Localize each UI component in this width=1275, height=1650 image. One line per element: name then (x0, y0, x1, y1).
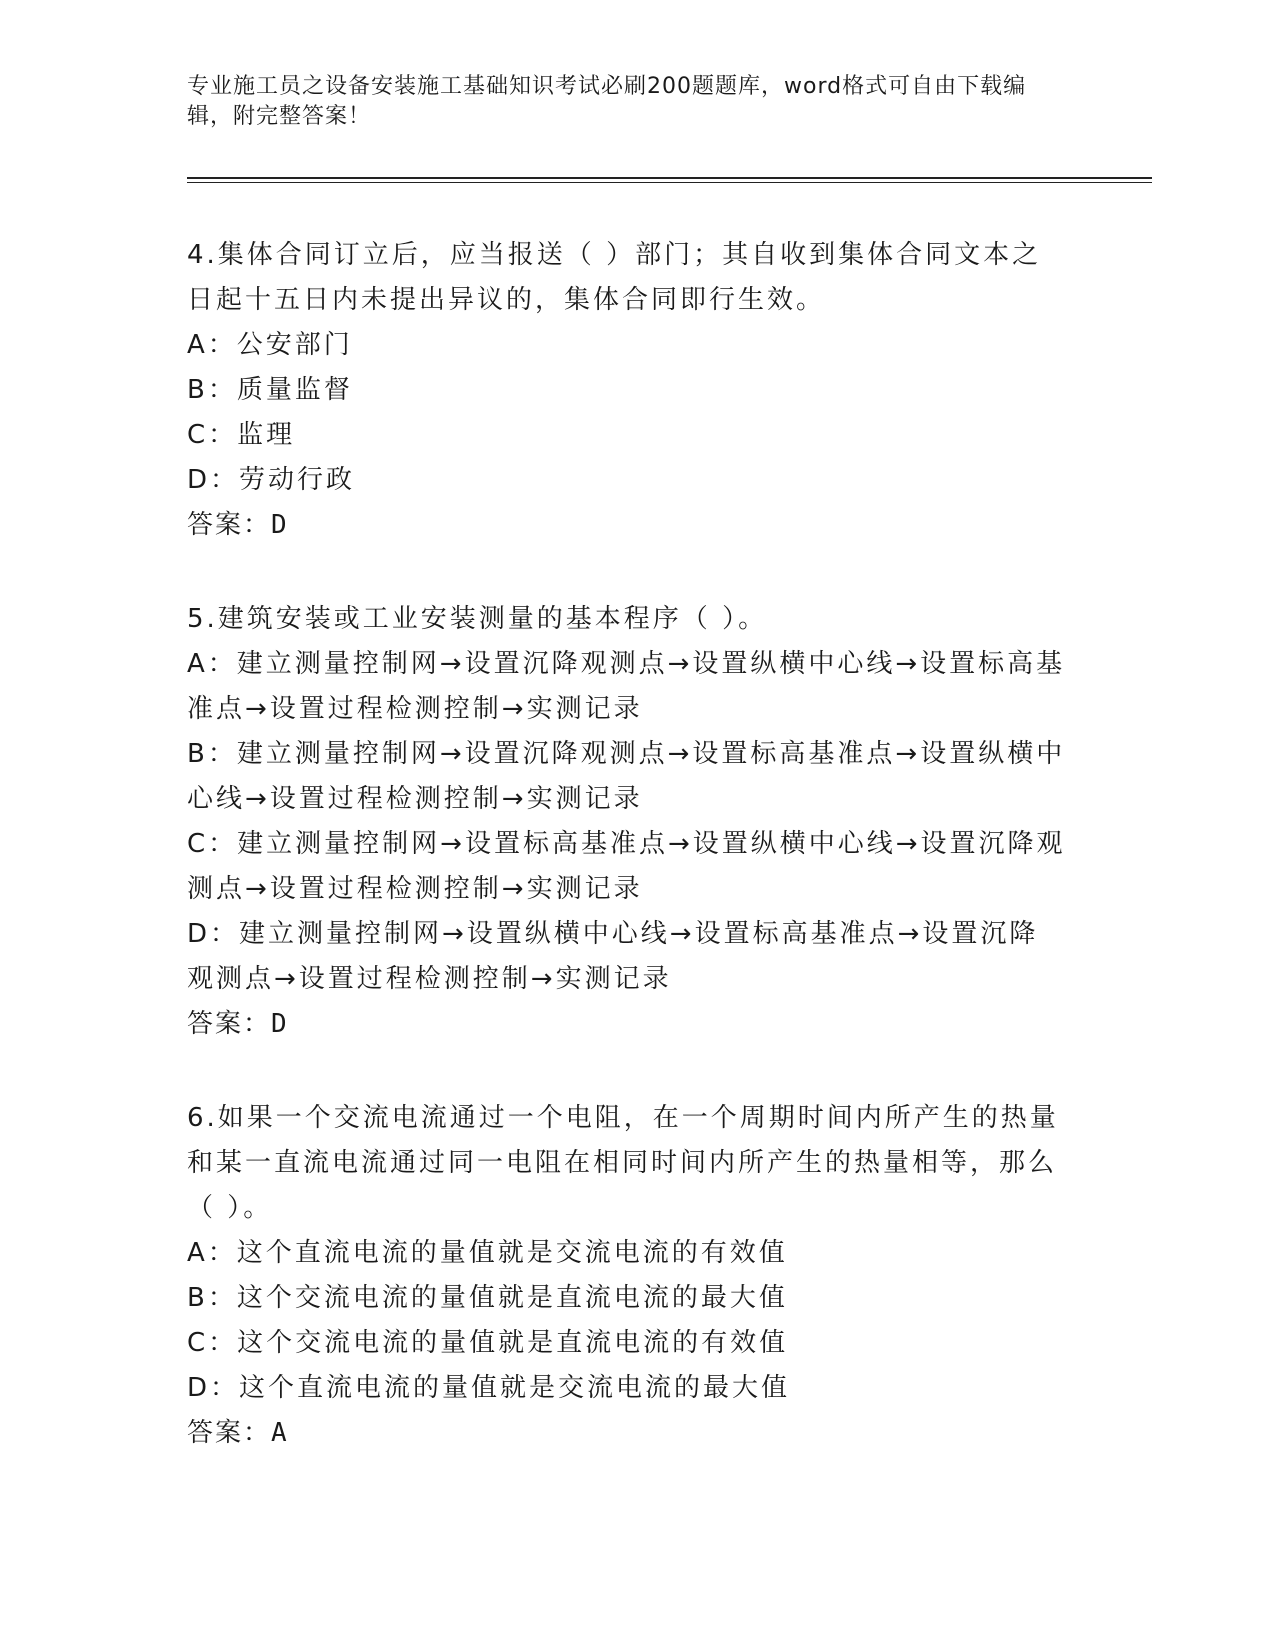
answer-line (187, 1411, 1067, 1456)
option-c: C：建立测量控制网→设置标高基准点→设置纵横中心线→设置沉降观测点→设置过程检测控制→实测记录 (187, 829, 1066, 904)
answer-label: 答案： (187, 510, 272, 540)
option-a: A：建立测量控制网→设置沉降观测点→设置纵横中心线→设置标高基准点→设置过程检测控制→实测记录 (187, 649, 1066, 724)
option-d: D：建立测量控制网→设置纵横中心线→设置标高基准点→设置沉降观测点→设置过程检测控制→实测记录 (187, 919, 1039, 994)
answer-value: A (271, 1418, 288, 1448)
option-b: B：这个交流电流的量值就是直流电流的最大值 (187, 1283, 788, 1313)
question-4 (187, 233, 1067, 548)
document-header: 专业施工员之设备安装施工基础知识考试必刷200题题库，word格式可自由下载编辑，附完整答案！ (187, 74, 1027, 129)
question-stem: 6.如果一个交流电流通过一个电阻，在一个周期时间内所产生的热量和某一直流电流通过同一电阻在相同时间内所产生的热量相等，那么（ ）。 (187, 1103, 1059, 1223)
option-b: B：建立测量控制网→设置沉降观测点→设置标高基准点→设置纵横中心线→设置过程检测控制→实测记录 (187, 739, 1066, 814)
question-stem: 4.集体合同订立后，应当报送（ ）部门；其自收到集体合同文本之日起十五日内未提出异议的，集体合同即行生效。 (187, 240, 1042, 315)
option-a: A：公安部门 (187, 330, 353, 360)
option-d: D：劳动行政 (187, 465, 356, 495)
answer-line (187, 503, 1067, 548)
answer-label: 答案： (187, 1418, 272, 1448)
answer-line (187, 1002, 1067, 1047)
question-6 (187, 1096, 1067, 1456)
question-5 (187, 597, 1067, 1047)
option-c: C：这个交流电流的量值就是直流电流的有效值 (187, 1328, 789, 1358)
question-stem: 5.建筑安装或工业安装测量的基本程序（ ）。 (187, 604, 768, 634)
header-divider-thick (187, 177, 1152, 179)
option-c: C：监理 (187, 420, 296, 450)
answer-value: D (271, 1009, 288, 1039)
answer-label: 答案： (187, 1009, 272, 1039)
option-b: B：质量监督 (187, 375, 353, 405)
answer-value: D (271, 510, 288, 540)
option-d: D：这个直流电流的量值就是交流电流的最大值 (187, 1373, 791, 1403)
header-divider-thin (187, 182, 1152, 183)
option-a: A：这个直流电流的量值就是交流电流的有效值 (187, 1238, 788, 1268)
